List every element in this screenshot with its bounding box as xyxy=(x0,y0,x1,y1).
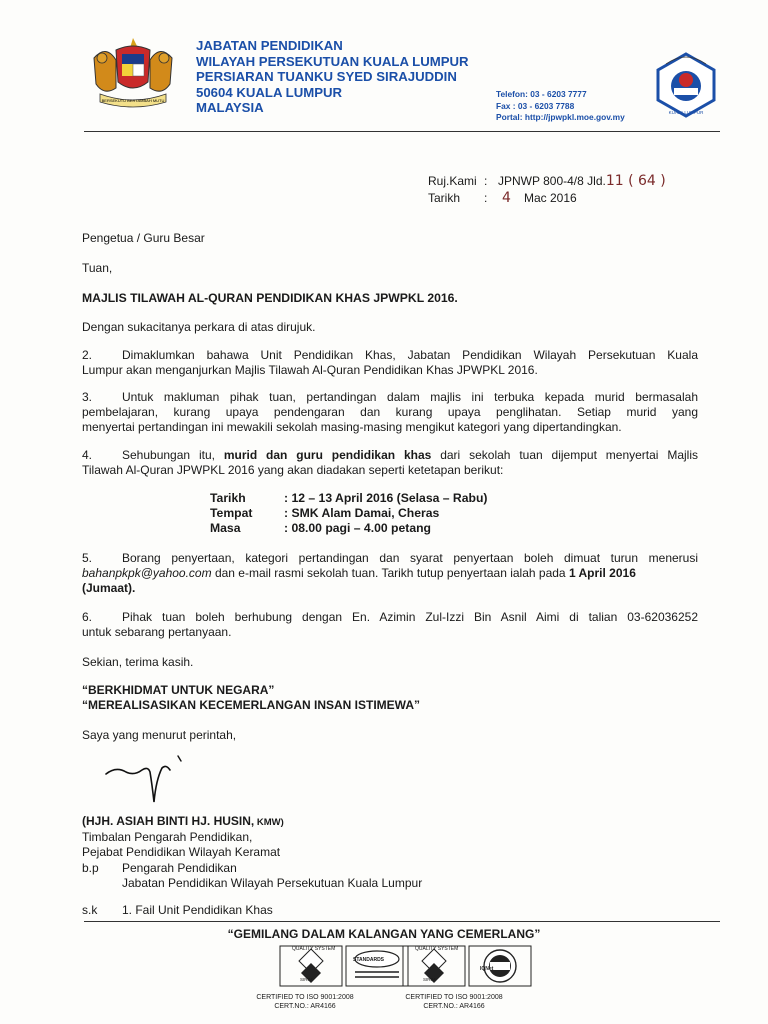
logo-caption: KUALA LUMPUR xyxy=(668,110,704,115)
jpwpkl-logo xyxy=(652,48,720,120)
paragraph-number: 6. xyxy=(82,610,93,624)
signer-name: (HJH. ASIAH BINTI HJ. HUSIN, xyxy=(82,814,255,828)
email-link[interactable]: bahanpkpk@yahoo.com xyxy=(82,566,212,581)
paragraph-number: 2. xyxy=(82,348,93,362)
recipient: Pengetua / Guru Besar xyxy=(82,231,205,245)
cert2-badge1-text: QUALITY SYSTEM xyxy=(415,946,459,952)
paragraph-6: 6. Pihak tuan boleh berhubung dengan En. Azimin Zul-Izzi Bin Asnil Aimi di talian 03-62036252 untuk sebarang pertanyaan. xyxy=(82,610,698,640)
detail-row: Tempat : SMK Alam Damai, Cheras xyxy=(210,505,440,520)
salutation: Tuan, xyxy=(82,261,113,275)
org-line: PERSIARAN TUANKU SYED SIRAJUDDIN xyxy=(196,69,457,84)
cert2-badge2-text: IQNet xyxy=(480,966,494,972)
signer-block: (HJH. ASIAH BINTI HJ. HUSIN, KMW) Timbalan Pengarah Pendidikan, Pejabat Pendidikan Wilayah Keramat b.p Pengarah Pendidikan Jabatan Pendidikan Wilayah Persekutuan Kuala Lumpur xyxy=(82,814,698,891)
sk-label: s.k xyxy=(82,903,98,917)
highlight-text: murid dan guru pendidikan khas xyxy=(223,448,432,462)
closing: Sekian, terima kasih. xyxy=(82,655,194,669)
ref-value: JPNWP 800-4/8 Jld. xyxy=(498,174,606,188)
detail-row: Masa : 08.00 pagi – 4.00 petang xyxy=(210,520,431,535)
slogan-1: “BERKHIDMAT UNTUK NEGARA” xyxy=(82,683,275,697)
paragraph-number: 3. xyxy=(82,390,93,404)
cert1-badge2-text: STANDARDS xyxy=(353,957,385,963)
portal-link[interactable]: Portal: http://jpwpkl.moe.gov.my xyxy=(496,112,625,122)
signer-award: KMW) xyxy=(254,817,284,828)
org-line: 50604 KUALA LUMPUR xyxy=(196,84,343,100)
detail-row: Tarikh : 12 – 13 April 2016 (Selasa – Rabu) xyxy=(210,491,488,505)
telefon: Telefon: 03 - 6203 7777 xyxy=(496,89,587,99)
ref-handwritten: 11 ( 64 ) xyxy=(605,173,666,189)
coat-of-arms-logo xyxy=(86,36,180,112)
signature xyxy=(104,750,194,810)
cert1-sirim: SIRIM xyxy=(300,977,313,982)
cert2-sirim: SIRIM xyxy=(423,977,436,982)
order-line: Saya yang menurut perintah, xyxy=(82,728,237,742)
standards-icon xyxy=(345,945,409,987)
subject: MAJLIS TILAWAH AL-QURAN PENDIDIKAN KHAS JPWPKL 2016. xyxy=(82,291,458,305)
paragraph-2: 2. Dimaklumkan bahawa Unit Pendidikan Khas, Jabatan Pendidikan Wilayah Persekutuan Kuala Lumpur akan menganjurkan Majlis Tilawah Al-Quran Pendidikan Khas JPWPKL 2016. xyxy=(82,348,698,378)
fax: Fax : 03 - 6203 7788 xyxy=(496,100,575,111)
opening: Dengan sukacitanya perkara di atas dirujuk. xyxy=(82,320,316,334)
paragraph-3: 3. Untuk makluman pihak tuan, pertandingan dalam majlis ini terbuka kepada murid bermasalah pembelajaran, kurang upaya pendengaran dan kurang upaya penglihatan. Setiap murid yang menyertai pertandingan ini mewakili sekolah masing-masing mengikut kategori yang dipertandingkan. xyxy=(82,390,698,435)
iqnet-icon xyxy=(468,945,532,987)
cert1-badge1-text: QUALITY SYSTEM xyxy=(292,946,336,952)
ref-label: Ruj.Kami xyxy=(428,174,477,188)
contact-info xyxy=(496,89,625,124)
date-label: Tarikh xyxy=(428,191,461,205)
event-details xyxy=(210,491,487,535)
date-handwritten: 4 xyxy=(502,190,511,206)
cert2-caption: CERTIFIED TO ISO 9001:2008 CERT.NO.: AR4166 xyxy=(405,994,503,1010)
footer-divider xyxy=(84,921,720,922)
footer-motto: “GEMILANG DALAM KALANGAN YANG CEMERLANG” xyxy=(227,927,541,941)
paragraph-number: 5. xyxy=(82,551,93,565)
slogan-2: “MEREALISASIKAN KECEMERLANGAN INSAN ISTIMEWA” xyxy=(82,698,421,712)
sk-value: 1. Fail Unit Pendidikan Khas xyxy=(122,903,273,917)
signer-office: Pejabat Pendidikan Wilayah Keramat xyxy=(82,845,281,860)
reference-block: Ruj.Kami : JPNWP 800-4/8 Jld. 11 ( 64 ) Tarikh : 4 Mac 2016 xyxy=(428,173,666,206)
bp-label: b.p xyxy=(82,860,99,875)
copy-to xyxy=(82,903,698,918)
signer-title: Timbalan Pengarah Pendidikan, xyxy=(82,830,253,845)
date-value: Mac 2016 xyxy=(524,191,577,205)
org-line: WILAYAH PERSEKUTUAN KUALA LUMPUR xyxy=(196,53,469,69)
paragraph-number: 4. xyxy=(82,448,93,462)
org-line: MALAYSIA xyxy=(196,100,264,115)
crest-motto: BERSEKUTU BERTAMBAH MUTU xyxy=(101,98,165,103)
header-divider xyxy=(84,131,720,132)
org-line: JABATAN PENDIDIKAN xyxy=(196,38,343,53)
paragraph-5: 5. Borang penyertaan, kategori pertandingan dan syarat penyertaan boleh dimuat turun menerusi bahanpkpk@yahoo.com dan e-mail rasmi sekolah tuan. Tarikh tutup penyertaan ialah pada 1 April 2016 (Jumaat). xyxy=(82,551,698,596)
paragraph-4: 4. Sehubungan itu, murid dan guru pendidikan khas dari sekolah tuan dijemput menyertai Majlis Tilawah Al-Quran JPWPKL 2016 yang akan diadakan seperti ketetapan berikut: xyxy=(82,448,699,478)
organization-address xyxy=(196,38,469,116)
cert1-caption: CERTIFIED TO ISO 9001:2008 CERT.NO.: AR4166 xyxy=(256,994,354,1010)
